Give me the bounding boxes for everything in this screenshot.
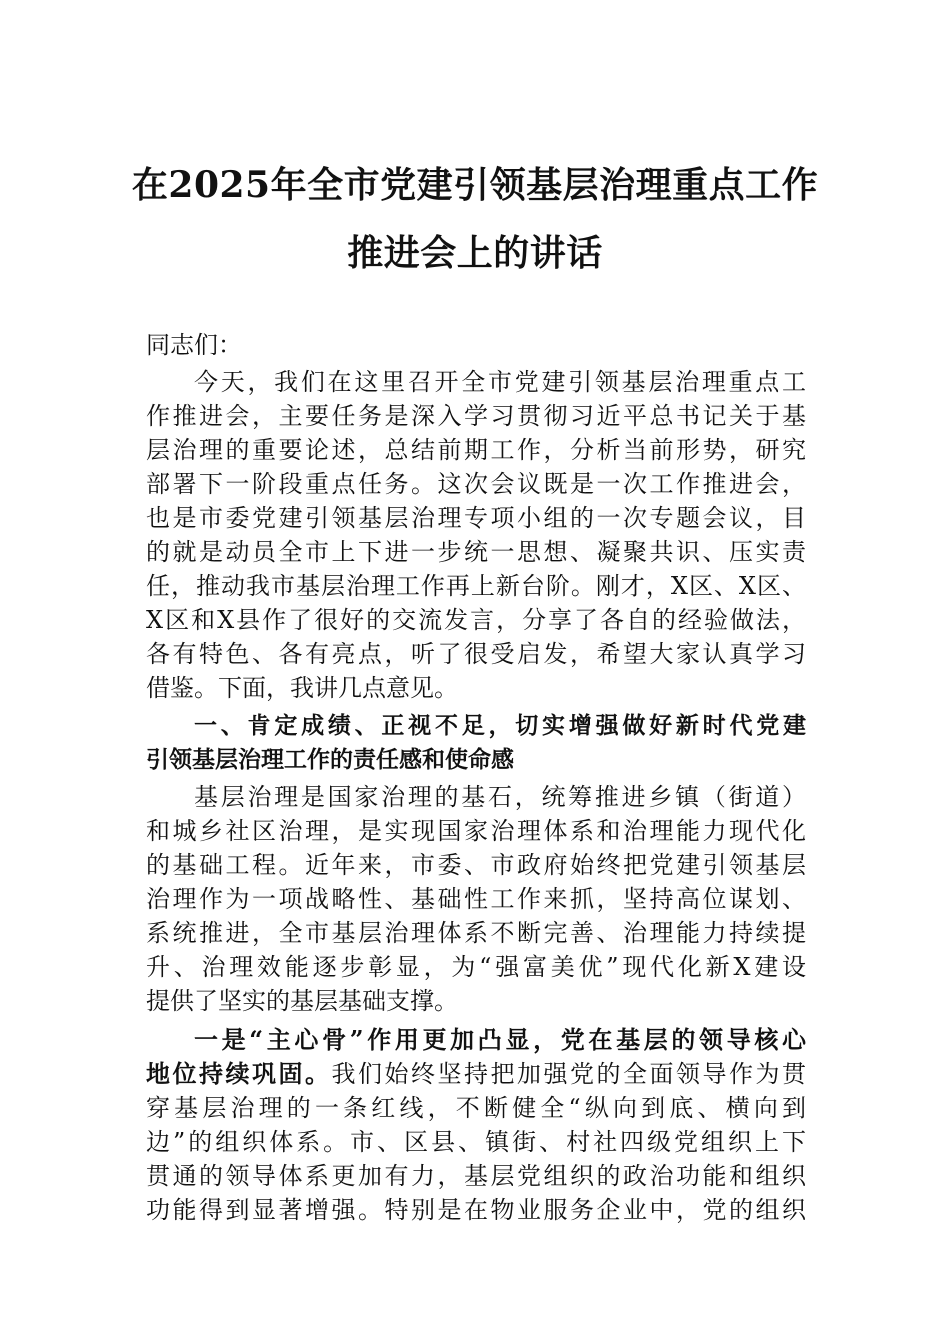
section-heading-line: 引领基层治理工作的责任感和使命感 xyxy=(146,747,514,773)
para1-line: 也是市委党建引领基层治理专项小组的一次专题会议，目 xyxy=(146,504,806,532)
para2-line: 提供了坚实的基层基础支撑。 xyxy=(146,987,458,1015)
para1-line: 今天，我们在这里召开全市党建引领基层治理重点工 xyxy=(194,368,806,396)
document-title-line-2: 推进会上的讲话 xyxy=(347,232,603,274)
para3-line: 边”的组织体系。市、区县、镇街、村社四级党组织上下 xyxy=(146,1128,806,1156)
para3-rest: 我们始终坚持把加强党的全面领导作为贯 xyxy=(331,1060,806,1088)
para1-line: 各有特色、各有亮点，听了很受启发，希望大家认真学习 xyxy=(146,640,806,668)
para1-line: 作推进会，主要任务是深入学习贯彻习近平总书记关于基 xyxy=(146,402,806,430)
para2-line: 基层治理是国家治理的基石，统筹推进乡镇（街道） xyxy=(194,783,806,811)
para3-line-mixed xyxy=(146,1057,806,1091)
para1-line: 借鉴。下面，我讲几点意见。 xyxy=(146,674,458,702)
para3-bold-lead: 地位持续巩固。 xyxy=(146,1059,332,1088)
document-title-line-1: 在2025年全市党建引领基层治理重点工作 xyxy=(131,164,819,206)
para3-bold-line: 一是“主心骨”作用更加凸显，党在基层的领导核心 xyxy=(194,1025,806,1054)
para2-line: 的基础工程。近年来，市委、市政府始终把党建引领基层 xyxy=(146,851,806,879)
para3-line: 穿基层治理的一条红线，不断健全“纵向到底、横向到 xyxy=(146,1094,806,1122)
para1-line: 层治理的重要论述，总结前期工作，分析当前形势，研究 xyxy=(146,436,806,464)
salutation: 同志们： xyxy=(146,331,242,359)
para1-line: 部署下一阶段重点任务。这次会议既是一次工作推进会， xyxy=(146,470,806,498)
para2-line: 和城乡社区治理，是实现国家治理体系和治理能力现代化 xyxy=(146,817,806,845)
para1-line: 的就是动员全市上下进一步统一思想、凝聚共识、压实责 xyxy=(146,538,806,566)
para1-line: X区和X县作了很好的交流发言，分享了各自的经验做法， xyxy=(146,606,806,634)
para2-line: 升、治理效能逐步彰显，为“强富美优”现代化新X建设 xyxy=(146,953,806,981)
para3-line: 贯通的领导体系更加有力，基层党组织的政治功能和组织 xyxy=(146,1162,806,1190)
section-heading-line: 一、肯定成绩、正视不足，切实增强做好新时代党建 xyxy=(194,713,806,739)
para2-line: 治理作为一项战略性、基础性工作来抓，坚持高位谋划、 xyxy=(146,885,806,913)
para3-line: 功能得到显著增强。特别是在物业服务企业中，党的组织 xyxy=(146,1196,806,1224)
para2-line: 系统推进，全市基层治理体系不断完善、治理能力持续提 xyxy=(146,919,806,947)
para1-line: 任，推动我市基层治理工作再上新台阶。刚才，X区、X区、 xyxy=(146,572,806,600)
